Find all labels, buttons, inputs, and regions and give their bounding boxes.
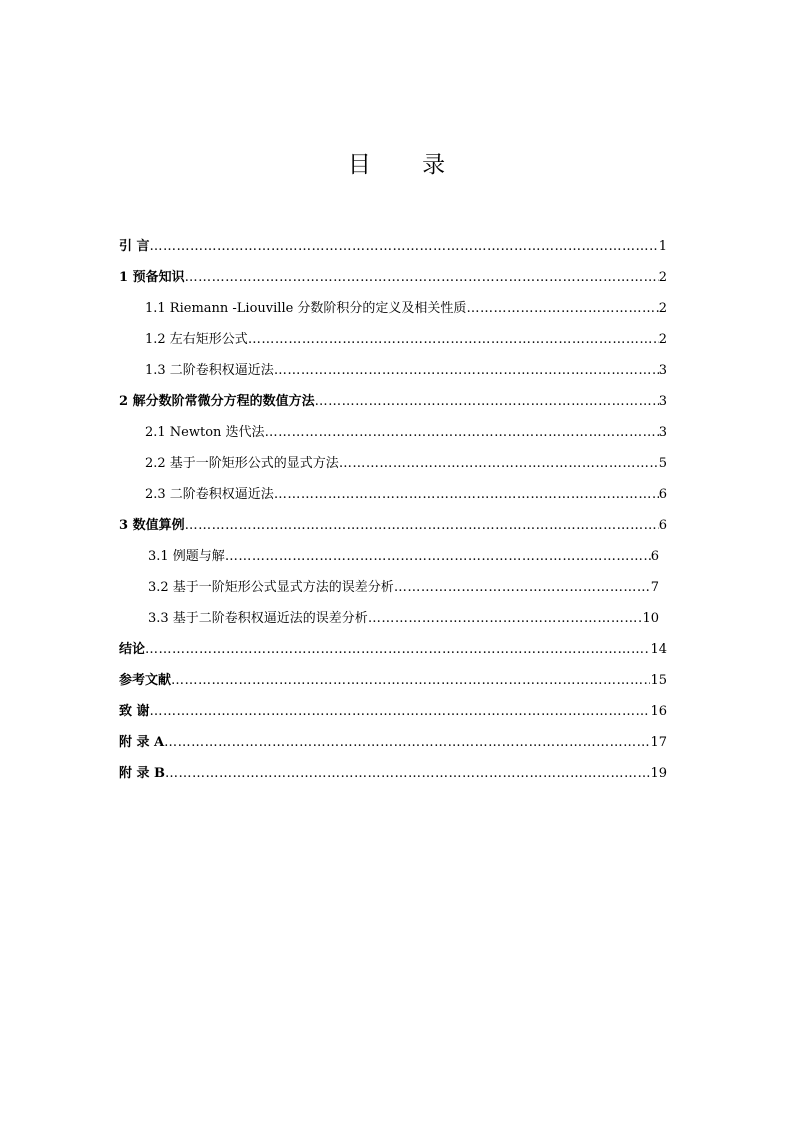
toc-entry-label: 3.3 基于二阶卷积权逼近法的误差分析	[148, 611, 368, 626]
toc-entry-page: 19	[650, 766, 667, 781]
toc-leader-dots	[185, 268, 659, 288]
toc-entry-acknowledgements[interactable]	[119, 702, 667, 722]
toc-entry-page: 10	[642, 611, 659, 626]
toc-leader-dots	[248, 330, 659, 350]
toc-entry-chapter-3[interactable]	[119, 516, 667, 536]
toc-leader-dots	[150, 702, 651, 722]
toc-entry-page: 2	[658, 301, 667, 316]
toc-leader-dots	[368, 609, 643, 629]
toc-entry-section-1-1[interactable]	[145, 299, 667, 319]
toc-entry-section-2-1[interactable]	[145, 423, 667, 443]
toc-entry-page: 3	[658, 363, 667, 378]
toc-entry-label: 3.2 基于一阶矩形公式显式方法的误差分析	[148, 580, 394, 595]
toc-entry-section-1-3[interactable]	[145, 361, 667, 381]
toc-entry-chapter-2[interactable]	[119, 392, 667, 412]
toc-entry-page: 6	[650, 549, 659, 564]
toc-entry-page: 3	[658, 425, 667, 440]
toc-leader-dots	[265, 423, 659, 443]
toc-entry-label: 2 解分数阶常微分方程的数值方法	[119, 394, 315, 409]
toc-entry-appendix-b[interactable]	[119, 764, 667, 784]
toc-entry-label: 2.3 二阶卷积权逼近法	[145, 487, 274, 502]
toc-entry-conclusion[interactable]	[119, 640, 667, 660]
toc-leader-dots	[145, 640, 650, 660]
toc-entry-label: 结论	[119, 642, 146, 657]
toc-entry-page: 6	[658, 518, 667, 533]
toc-entry-label: 引 言	[119, 239, 150, 254]
toc-leader-dots	[394, 578, 651, 598]
toc-entry-page: 15	[650, 673, 667, 688]
toc-leader-dots	[274, 361, 659, 381]
toc-leader-dots	[225, 547, 651, 567]
toc-entry-chapter-1[interactable]	[119, 268, 667, 288]
toc-entry-appendix-a[interactable]	[119, 733, 667, 753]
toc-entry-label: 2.1 Newton 迭代法	[145, 425, 265, 440]
toc-entry-page: 3	[658, 394, 667, 409]
toc-entry-label: 2.2 基于一阶矩形公式的显式方法	[145, 456, 339, 471]
toc-entry-page: 5	[658, 456, 667, 471]
toc-entry-label: 1.1 Riemann -Liouville 分数阶积分的定义及相关性质	[145, 301, 467, 316]
toc-entry-page: 1	[658, 239, 667, 254]
toc-entry-introduction[interactable]	[119, 237, 667, 257]
toc-entry-label: 3 数值算例	[119, 518, 185, 533]
toc-entry-label: 3.1 例题与解	[148, 549, 225, 564]
toc-entry-section-1-2[interactable]	[145, 330, 667, 350]
toc-leader-dots	[274, 485, 659, 505]
toc-entry-section-3-3[interactable]	[148, 609, 659, 629]
toc-entry-label: 1 预备知识	[119, 270, 185, 285]
toc-entry-label: 附 录 B	[119, 766, 166, 781]
toc-entry-section-2-3[interactable]	[145, 485, 667, 505]
toc-entry-label: 附 录 A	[119, 735, 165, 750]
toc-entry-label: 1.3 二阶卷积权逼近法	[145, 363, 274, 378]
page-title: 目 录	[347, 152, 468, 178]
toc-entry-references[interactable]	[119, 671, 667, 691]
toc-leader-dots	[164, 733, 650, 753]
toc-entry-section-3-1[interactable]	[148, 547, 659, 567]
toc-leader-dots	[150, 237, 659, 257]
toc-entry-label: 1.2 左右矩形公式	[145, 332, 248, 347]
toc-leader-dots	[315, 392, 659, 412]
toc-entry-label: 致 谢	[119, 704, 150, 719]
toc-entry-section-2-2[interactable]	[145, 454, 667, 474]
toc-entry-page: 2	[658, 270, 667, 285]
toc-entry-page: 2	[658, 332, 667, 347]
toc-entry-page: 16	[650, 704, 667, 719]
toc-leader-dots	[185, 516, 659, 536]
toc-entry-section-3-2[interactable]	[148, 578, 659, 598]
toc-entry-page: 7	[650, 580, 659, 595]
toc-entry-page: 6	[658, 487, 667, 502]
toc-leader-dots	[165, 764, 650, 784]
toc-entry-page: 17	[650, 735, 667, 750]
toc-entry-label: 参考文献	[119, 673, 172, 688]
toc-leader-dots	[171, 671, 650, 691]
toc-leader-dots	[339, 454, 659, 474]
toc-entry-page: 14	[650, 642, 667, 657]
toc-leader-dots	[466, 299, 658, 319]
